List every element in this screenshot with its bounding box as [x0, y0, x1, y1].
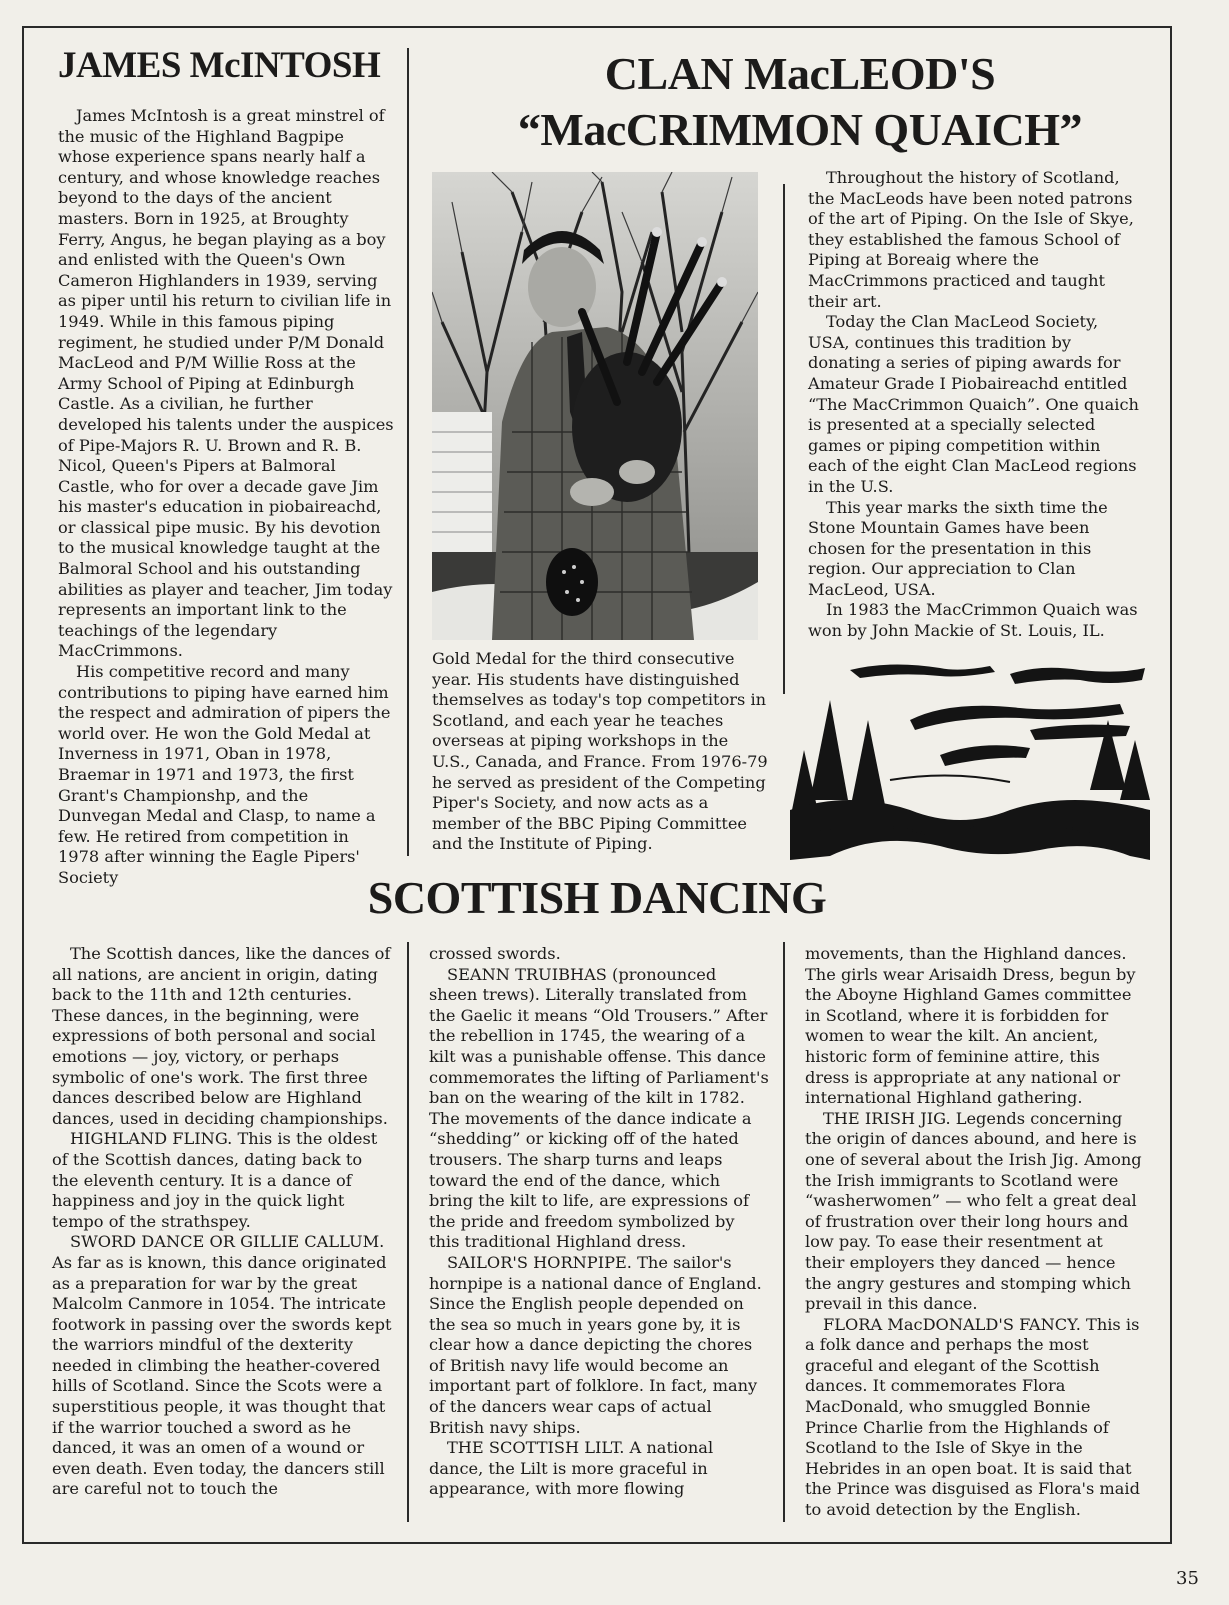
james-paragraph: His competitive record and many contributions to piping have earned him the respect and admiration of pipers the world over. He won the Gold Medal at Inverness in 1971, Oban in 1978, Braemar in 1971 and 1973, the first Grant's Championshp, and the Dunvegan Medal and Clasp, to name a few. He retired from competition in 1978 after winning the Eagle Pipers' Society	[58, 662, 391, 887]
dancing-paragraph: THE IRISH JIG. Legends concerning the origin of dances abound, and here is one of several about the Irish Jig. Among the Irish immigrants to Scotland were “washerwomen” — who felt a great deal of frustration over their long hours and low pay. To ease their resentment at their employers they danced — hence the angry gestures and stomping which prevail in this dance.	[805, 1108, 1142, 1314]
james-paragraph: James McIntosh is a great minstrel of the music of the Highland Bagpipe whose experience spans nearly half a century, and whose knowledge reaches beyond to the days of the ancient masters. Born in 1925, at Broughty Ferry, Angus, he began playing as a boy and enlisted with the Queen's Own Cameron Highlanders in 1939, serving as piper until his return to civilian life in 1949. While in this famous piping regiment, he studied under P/M Donald MacLeod and P/M Willie Ross at the Army School of Piping at Edinburgh Castle. As a civilian, he further developed his talents under the auspices of Pipe-Majors R. U. Brown and R. B. Nicol, Queen's Pipers at Balmoral Castle, who for over a decade gave Jim his master's education in piobaireachd, or classical pipe music. By his devotion to the musical knowledge taught at the Balmoral School and his outstanding abilities as player and teacher, Jim today represents an important link to the teachings of the legendary MacCrimmons.	[58, 106, 394, 661]
scottish-dancing-heading: SCOTTISH DANCING	[367, 872, 827, 923]
james-mcintosh-heading: JAMES McINTOSH	[58, 45, 381, 86]
landscape-ink-sketch	[790, 660, 1150, 860]
column-rule-dance-1	[407, 942, 409, 1522]
page-number: 35	[1176, 1568, 1199, 1589]
dancing-paragraph: SWORD DANCE OR GILLIE CALLUM. As far as is known, this dance originated as a preparation for war by the great Malcolm Canmore in 1054. The intricate footwork in passing over the swords kept the warriors mindful of the dexterity needed in climbing the heather-covered hills of Scotland. Since the Scots were a superstitious people, it was thought that if the warrior touched a sword as he danced, it was an omen of a wound or even death. Even today, the dancers still are careful not to touch the	[52, 1232, 392, 1499]
clan-macleod-article	[808, 168, 1142, 642]
dancing-paragraph: FLORA MacDONALD'S FANCY. This is a folk dance and perhaps the most graceful and elegant of the Scottish dances. It commemorates Flora MacDonald, who smuggled Bonnie Prince Charlie from the Highlands of Scotland to the Isle of Skye in the Hebrides in an open boat. It is said that the Prince was disguised as Flora's maid to avoid detection by the English.	[805, 1314, 1140, 1520]
bagpiper-photo-graphic	[432, 172, 758, 640]
dancing-column-1	[52, 944, 392, 1500]
clan-paragraph: Throughout the history of Scotland, the MacLeods have been noted patrons of the art of Piping. On the Isle of Skye, they established the famous School of Piping at Boreaig where the MacCrimmons practiced and taught their art.	[808, 168, 1134, 311]
bagpiper-photo	[432, 172, 758, 640]
column-rule-clan	[783, 184, 785, 694]
clan-heading-line-2: “MacCRIMMON QUAICH”	[517, 104, 1083, 155]
column-rule-dance-2	[783, 942, 785, 1522]
dancing-paragraph: movements, than the Highland dances. The girls wear Arisaidh Dress, begun by the Aboyne Highland Games committee in Scotland, where it is forbidden for women to wear the kilt. An ancient, historic form of feminine attire, this dress is appropriate at any national or international Highland gathering.	[805, 944, 1136, 1108]
clan-macleod-heading	[440, 46, 1160, 158]
clan-paragraph: This year marks the sixth time the Stone Mountain Games have been chosen for the presentation in this region. Our appreciation to Clan MacLeod, USA.	[808, 497, 1108, 599]
james-continuation	[432, 649, 768, 855]
clan-heading-line-1: CLAN MacLEOD'S	[604, 48, 996, 99]
dancing-paragraph: SAILOR'S HORNPIPE. The sailor's hornpipe is a national dance of England. Since the English people depended on the sea so much in years gone by, it is clear how a dance depicting the chores of British navy life would become an important part of folklore. In fact, many of the dancers wear caps of actual British navy ships.	[429, 1252, 762, 1437]
james-continuation-text: Gold Medal for the third consecutive year. His students have distinguished themselves as today's top competitors in Scotland, and each year he teaches overseas at piping workshops in the U.S., Canada, and France. From 1976-79 he served as president of the Competing Piper's Society, and now acts as a member of the BBC Piping Committee and the Institute of Piping.	[432, 649, 768, 854]
clan-paragraph: In 1983 the MacCrimmon Quaich was won by John Mackie of St. Louis, IL.	[808, 600, 1138, 641]
dancing-paragraph: THE SCOTTISH LILT. A national dance, the Lilt is more graceful in appearance, with more flowing	[429, 1438, 714, 1499]
dancing-paragraph: crossed swords.	[429, 944, 561, 963]
james-mcintosh-article	[58, 106, 394, 889]
dancing-paragraph: HIGHLAND FLING. This is the oldest of the Scottish dances, dating back to the eleventh century. It is a dance of happiness and joy in the quick light tempo of the strathspey.	[52, 1129, 378, 1231]
dancing-column-2	[429, 944, 769, 1500]
column-rule-james	[407, 48, 409, 856]
landscape-sketch-graphic	[790, 660, 1150, 860]
dancing-paragraph: The Scottish dances, like the dances of all nations, are ancient in origin, dating back to the 11th and 12th centuries. These dances, in the beginning, were expressions of both personal and social emotions — joy, victory, or perhaps symbolic of one's work. The first three dances described below are Highland dances, used in deciding championships.	[52, 944, 391, 1128]
dancing-column-3	[805, 944, 1143, 1521]
dancing-paragraph: SEANN TRUIBHAS (pronounced sheen trews). Literally translated from the Gaelic it means “Old Trousers.” After the rebellion in 1745, the wearing of a kilt was a punishable offense. This dance commemorates the lifting of Parliament's ban on the wearing of the kilt in 1782. The movements of the dance indicate a “shedding” or kicking off of the hated trousers. The sharp turns and leaps toward the end of the dance, which bring the kilt to life, are expressions of the pride and freedom symbolized by this traditional Highland dress.	[429, 964, 769, 1252]
clan-paragraph: Today the Clan MacLeod Society, USA, continues this tradition by donating a series of piping awards for Amateur Grade I Piobaireachd entitled “The MacCrimmon Quaich”. One quaich is presented at a specially selected games or piping competition within each of the eight Clan MacLeod regions in the U.S.	[808, 312, 1139, 496]
